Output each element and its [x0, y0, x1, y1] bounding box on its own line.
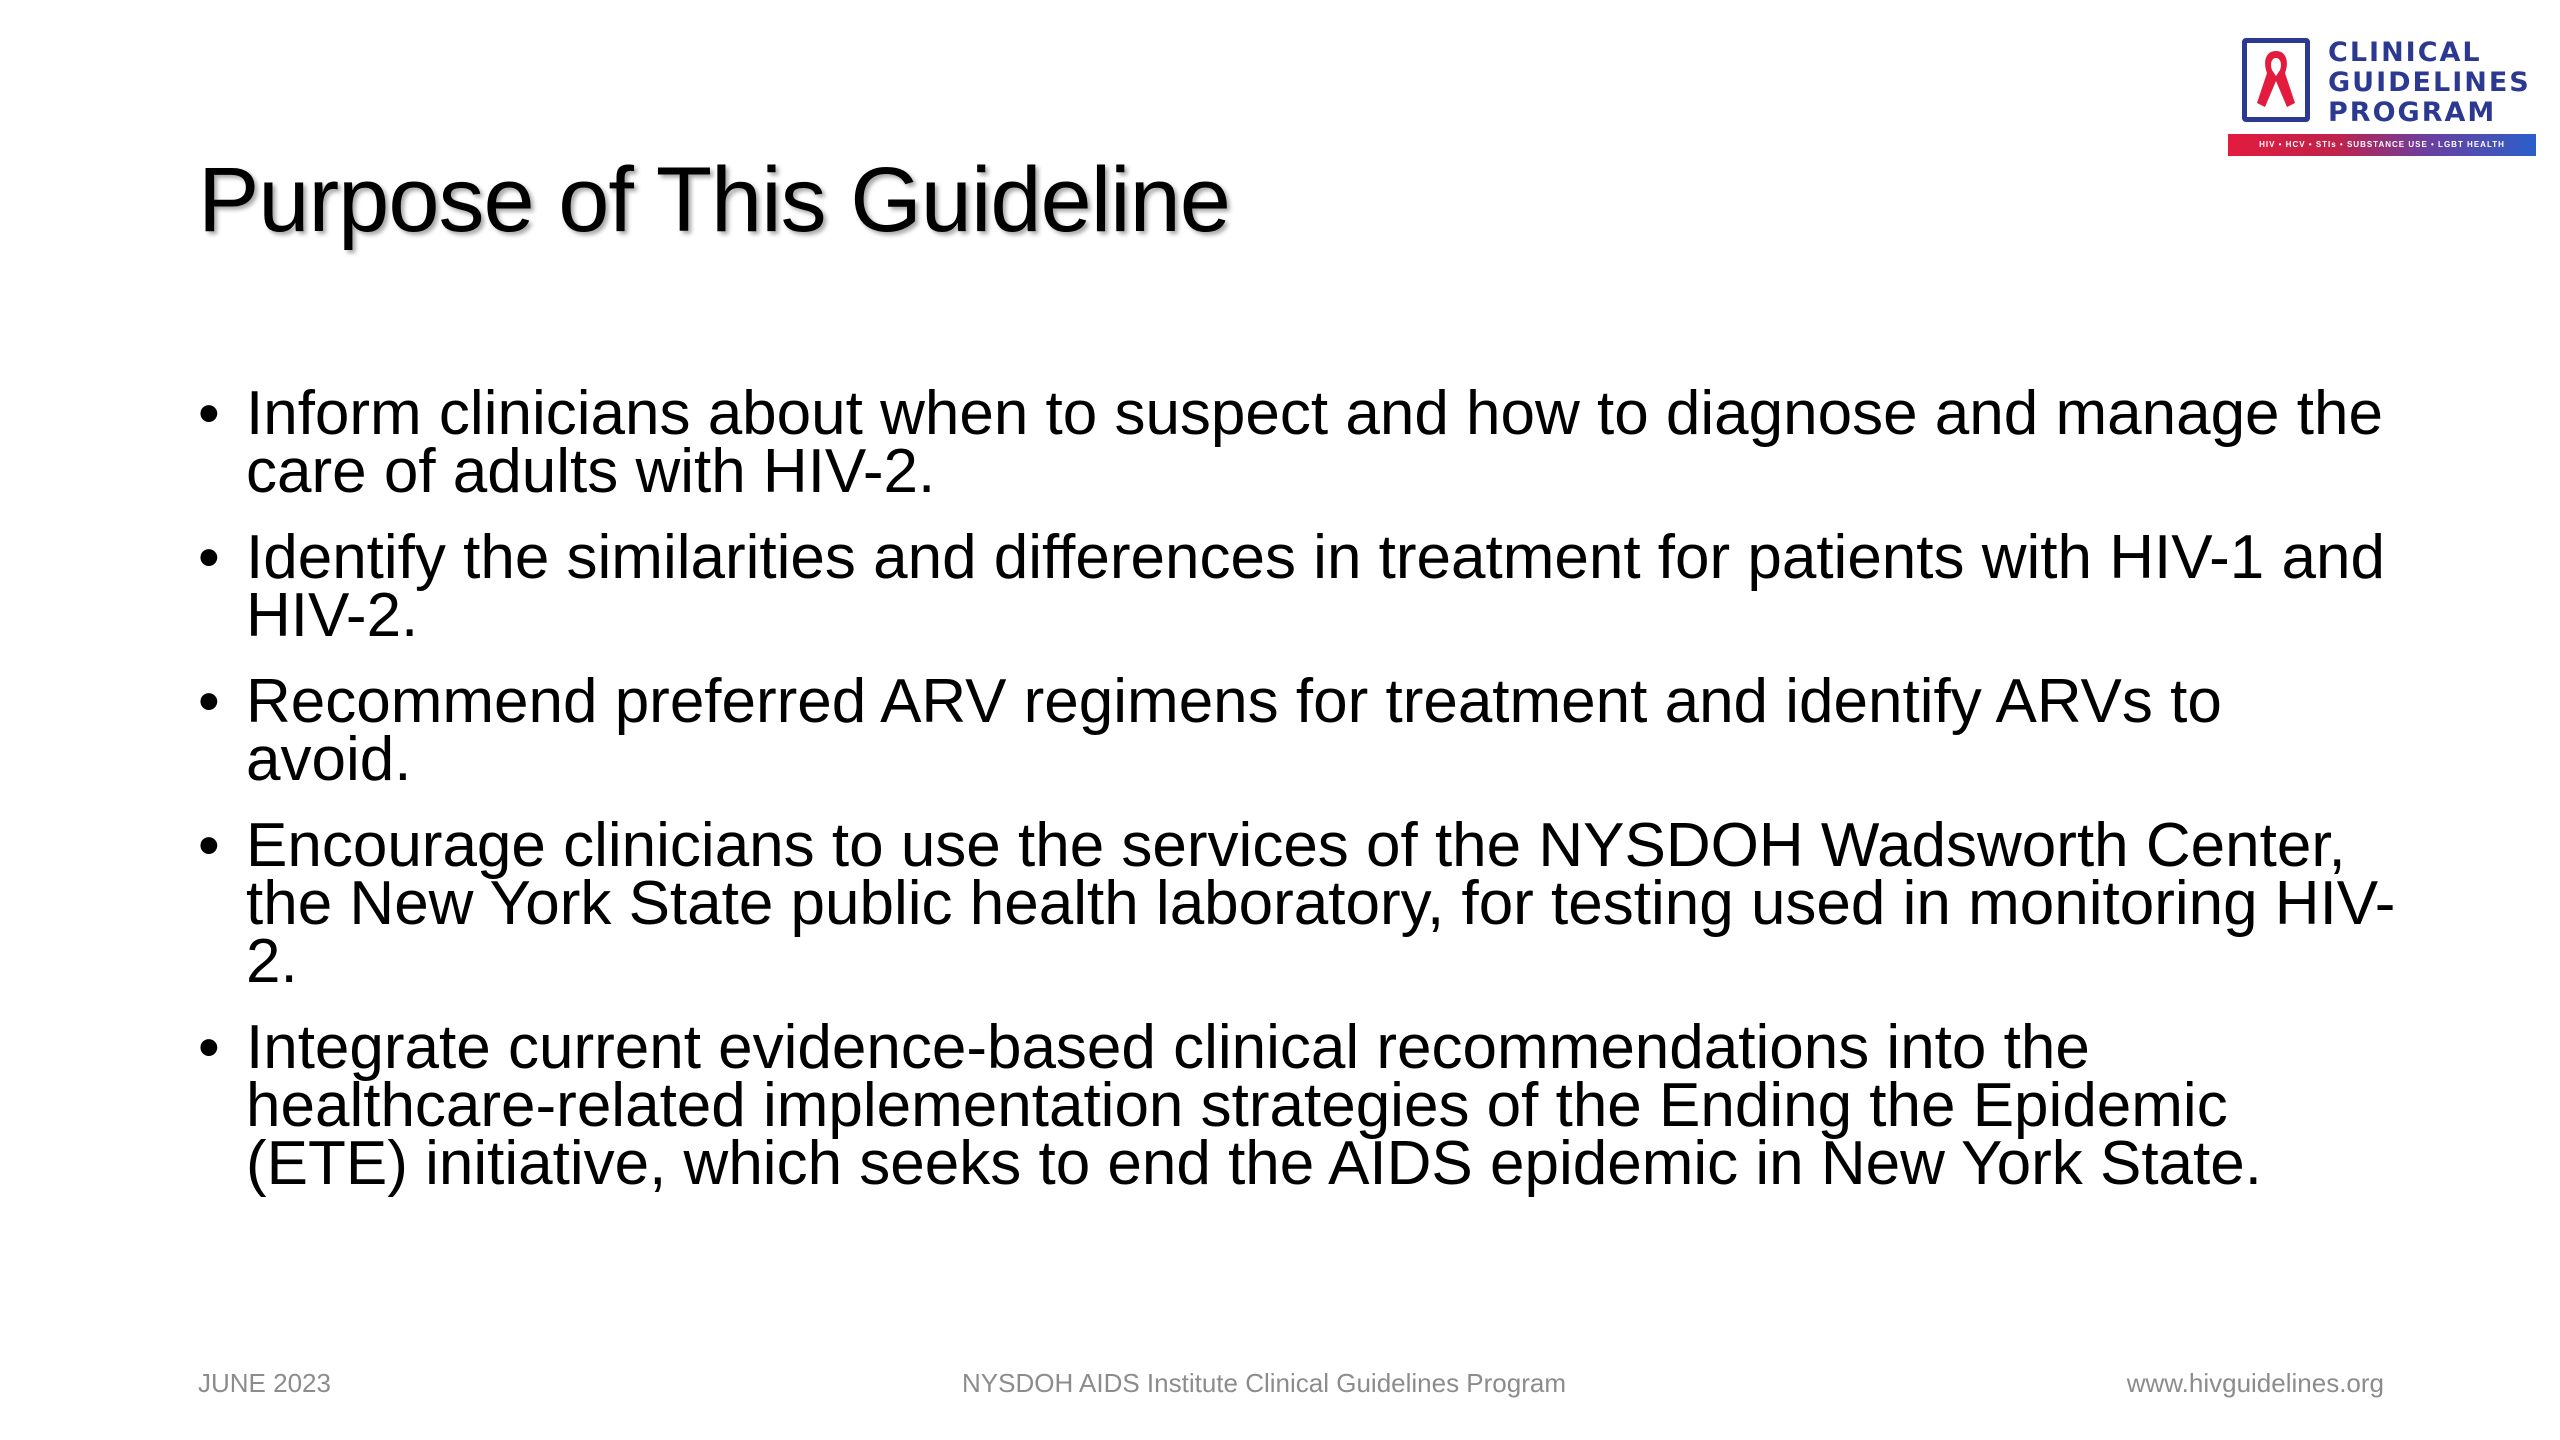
bullet-icon: •: [198, 1013, 220, 1082]
clinical-guidelines-program-logo: [2228, 38, 2536, 160]
footer-program: NYSDOH AIDS Institute Clinical Guidelines Program: [962, 1368, 1567, 1398]
logo-box: [2242, 38, 2310, 122]
logo-line-1: CLINICAL: [2328, 37, 2482, 68]
footer-url: www.hivguidelines.org: [2126, 1368, 2384, 1398]
logo-tagline: HIV • HCV • STIs • SUBSTANCE USE • LGBT HEALTH: [2259, 140, 2505, 149]
bullet-text: Inform clinicians about when to suspect and how to diagnose and manage the care of adults with HIV-2.: [246, 379, 2383, 506]
bullet-text: Recommend preferred ARV regimens for treatment and identify ARVs to avoid.: [246, 667, 2222, 794]
logo-line-2: GUIDELINES: [2328, 67, 2531, 98]
logo-text: [2328, 38, 2531, 128]
bullet-item: [198, 811, 2398, 996]
bullet-icon: •: [198, 667, 220, 736]
bullet-icon: •: [198, 523, 220, 592]
bullet-item: [198, 1013, 2398, 1198]
bullet-item: [198, 667, 2398, 794]
footer-date: JUNE 2023: [198, 1368, 331, 1398]
bullet-icon: •: [198, 811, 220, 880]
bullet-item: [198, 379, 2398, 506]
bullet-item: [198, 523, 2398, 650]
bullet-icon: •: [198, 379, 220, 448]
logo-line-3: PROGRAM: [2328, 97, 2497, 128]
logo-tagline-bar: [2228, 134, 2536, 156]
slide-title: Purpose of This Guideline: [198, 149, 1230, 251]
bullet-text: Encourage clinicians to use the services of the NYSDOH Wadsworth Center, the New York State public health laboratory, for testing used in monitoring HIV-2.: [246, 811, 2396, 996]
awareness-ribbon-icon: [2247, 43, 2305, 117]
bullet-text: Integrate current evidence-based clinical recommendations into the healthcare-related implementation strategies of the Ending the Epidemic (ETE) initiative, which seeks to end the AIDS epidemic in New York State.: [246, 1013, 2262, 1198]
bullet-list: [198, 379, 2398, 1221]
bullet-text: Identify the similarities and differences in treatment for patients with HIV-1 and HIV-2.: [246, 523, 2385, 650]
